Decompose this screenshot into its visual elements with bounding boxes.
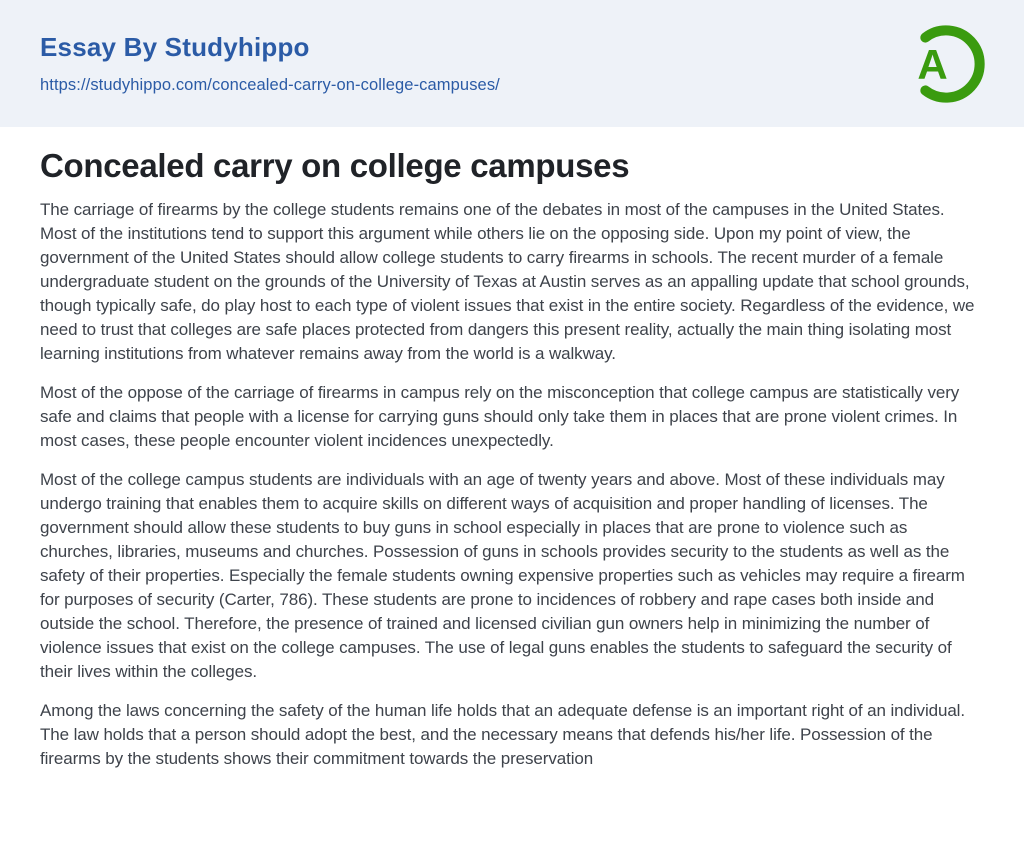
essay-paragraph: Most of the college campus students are individuals with an age of twenty years and above. Most of these individuals may undergo training that enables them to acquire skills on different ways of acquisition and proper handling of licenses. The government should allow these students to buy guns in school especially in places that are prone to violence such as churches, libraries, museums and churches. Possession of guns in schools provides security to the students as well as the safety of their properties. Especially the female students owning expensive properties such as vehicles may require a firearm for purposes of security (Carter, 786). These students are prone to incidences of robbery and rape cases both inside and outside the school. Therefore, the presence of trained and licensed civilian gun owners help in minimizing the number of violence issues that exist on the college campuses. The use of legal guns enables the students to safeguard the security of their lives within the colleges. (40, 469, 965, 681)
studyhippo-logo-icon (904, 22, 988, 106)
essay-article (0, 127, 1024, 771)
essay-body (40, 198, 984, 771)
logo-letter: A (917, 40, 948, 88)
essay-paragraph: The carriage of firearms by the college students remains one of the debates in most of the campuses in the United States. Most of the institutions tend to support this argument while others lie on the opposing side. Upon my point of view, the government of the United States should allow college students to carry firearms in schools. The recent murder of a female undergraduate student on the grounds of the University of Texas at Austin serves as an appalling update that school grounds, though typically safe, do play host to each type of violent issues that exist in the entire society. Regardless of the evidence, we need to trust that colleges are safe places protected from dangers this present reality, actually the main thing isolating most learning institutions from whatever remains away from the world is a walkway. (40, 199, 975, 363)
header-text-block (40, 32, 500, 95)
page-title: Concealed carry on college campuses (40, 147, 630, 184)
source-url-link[interactable]: https://studyhippo.com/concealed-carry-on-college-campuses/ (40, 76, 500, 94)
brand-title: Essay By Studyhippo (40, 32, 310, 62)
essay-paragraph: Most of the oppose of the carriage of firearms in campus rely on the misconception that college campus are statistically very safe and claims that people with a license for carrying guns should only take them in places that are prone violent crimes. In most cases, these people encounter violent incidences unexpectedly. (40, 382, 960, 450)
site-header (0, 0, 1024, 127)
essay-paragraph: Among the laws concerning the safety of the human life holds that an adequate defense is an important right of an individual. The law holds that a person should adopt the best, and the necessary means that defends his/her life. Possession of the firearms by the students shows their commitment towards the preservation (40, 700, 965, 768)
